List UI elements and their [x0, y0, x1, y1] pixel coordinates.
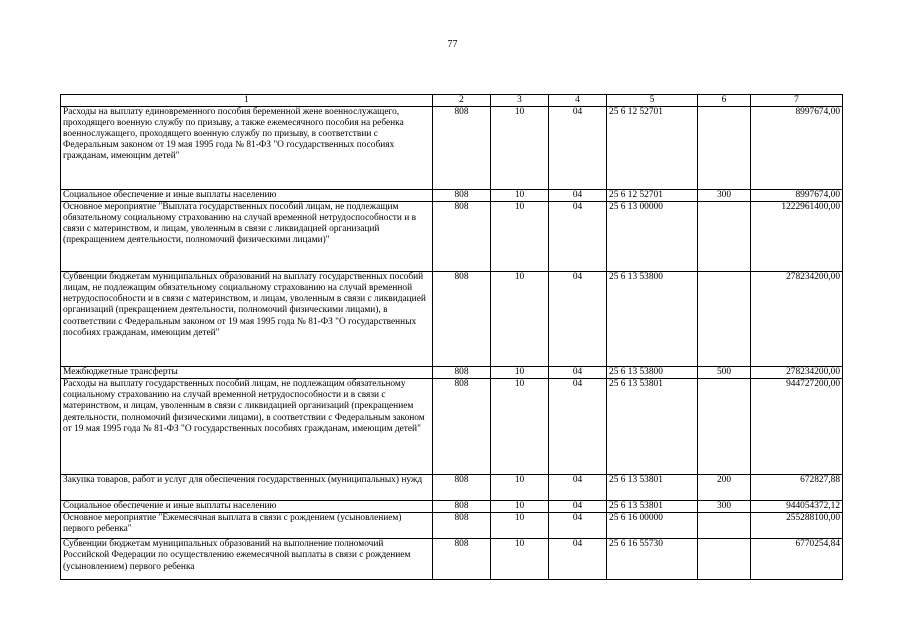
row-name: Расходы на выплату государственных пособий лицам, не подлежащим обязательному социальному страхованию на случай временной нетрудоспособности и в связи с материнством, и лицам, уволенным в связи с ликвидацией организаций (прекращением деятельности, полномочий физическими лицами), в соответствии с Федеральным законом от 19 мая 1995 года № 81-ФЗ "О государственных пособиях гражданам, имеющим детей": [61, 379, 433, 475]
row-subsection-code: 04: [549, 190, 607, 202]
table-row: [61, 107, 843, 190]
row-amount: 1222961400,00: [751, 202, 843, 272]
row-expense-type: 200: [698, 475, 751, 501]
row-section-code: 10: [491, 107, 549, 190]
row-ministry-code: 808: [433, 501, 491, 513]
row-target-code: 25 6 13 53801: [607, 475, 698, 501]
table-row: [61, 501, 843, 513]
page-number: 77: [447, 39, 458, 50]
table-row: [61, 475, 843, 501]
row-name: Межбюджетные трансферты: [61, 367, 433, 379]
table-row: [61, 367, 843, 379]
table-row: [61, 202, 843, 272]
row-amount: 672827,88: [751, 475, 843, 501]
row-expense-type: [698, 379, 751, 475]
row-subsection-code: 04: [549, 379, 607, 475]
row-amount: 8997674,00: [751, 107, 843, 190]
row-ministry-code: 808: [433, 272, 491, 367]
row-section-code: 10: [491, 379, 549, 475]
row-target-code: 25 6 12 52701: [607, 190, 698, 202]
row-ministry-code: 808: [433, 107, 491, 190]
row-name: Закупка товаров, работ и услуг для обеспечения государственных (муниципальных) нужд: [61, 475, 433, 501]
header-col-4: 4: [549, 95, 607, 107]
row-section-code: 10: [491, 539, 549, 580]
row-section-code: 10: [491, 367, 549, 379]
row-section-code: 10: [491, 190, 549, 202]
row-target-code: 25 6 16 00000: [607, 513, 698, 539]
row-subsection-code: 04: [549, 367, 607, 379]
row-amount: 944727200,00: [751, 379, 843, 475]
row-amount: 255288100,00: [751, 513, 843, 539]
header-col-1: 1: [61, 95, 433, 107]
row-subsection-code: 04: [549, 107, 607, 190]
row-subsection-code: 04: [549, 501, 607, 513]
row-ministry-code: 808: [433, 379, 491, 475]
header-col-6: 6: [698, 95, 751, 107]
row-subsection-code: 04: [549, 513, 607, 539]
row-amount: 6770254,84: [751, 539, 843, 580]
row-section-code: 10: [491, 202, 549, 272]
row-expense-type: 300: [698, 501, 751, 513]
row-name: Социальное обеспечение и иные выплаты населению: [61, 190, 433, 202]
row-expense-type: [698, 202, 751, 272]
row-ministry-code: 808: [433, 475, 491, 501]
row-target-code: 25 6 13 00000: [607, 202, 698, 272]
row-name: Основное мероприятие "Ежемесячная выплата в связи с рождением (усыновлением) первого ребенка": [61, 513, 433, 539]
table-row: [61, 272, 843, 367]
row-ministry-code: 808: [433, 513, 491, 539]
row-name: Расходы на выплату единовременного пособия беременной жене военнослужащего, проходящего военную службу по призыву, а также ежемесячного пособия на ребенка военнослужащего, проходящего военную службу по призыву, в соответствии с Федеральным законом от 19 мая 1995 года № 81-ФЗ "О государственных пособиях гражданам, имеющим детей": [61, 107, 433, 190]
row-name: Социальное обеспечение и иные выплаты населению: [61, 501, 433, 513]
row-subsection-code: 04: [549, 202, 607, 272]
row-expense-type: [698, 107, 751, 190]
header-col-2: 2: [433, 95, 491, 107]
header-col-5: 5: [607, 95, 698, 107]
row-subsection-code: 04: [549, 272, 607, 367]
row-expense-type: [698, 513, 751, 539]
table-row: [61, 379, 843, 475]
row-expense-type: [698, 539, 751, 580]
row-ministry-code: 808: [433, 202, 491, 272]
row-section-code: 10: [491, 475, 549, 501]
header-col-3: 3: [491, 95, 549, 107]
row-target-code: 25 6 13 53800: [607, 367, 698, 379]
row-name: Основное мероприятие "Выплата государственных пособий лицам, не подлежащим обязательному социальному страхованию на случай временной нетрудоспособности и в связи с материнством, и лицам, уволенным в связи с ликвидацией организаций (прекращением деятельности, полномочий физическими лицами)": [61, 202, 433, 272]
row-target-code: 25 6 16 55730: [607, 539, 698, 580]
row-name: Субвенции бюджетам муниципальных образований на выполнение полномочий Российской Федерации по осуществлению ежемесячной выплаты в связи с рождением (усыновлением) первого ребенка: [61, 539, 433, 580]
row-amount: 278234200,00: [751, 367, 843, 379]
table-row: [61, 190, 843, 202]
table-header-row: [61, 95, 843, 107]
row-ministry-code: 808: [433, 367, 491, 379]
row-target-code: 25 6 12 52701: [607, 107, 698, 190]
row-amount: 278234200,00: [751, 272, 843, 367]
row-target-code: 25 6 13 53801: [607, 501, 698, 513]
row-subsection-code: 04: [549, 539, 607, 580]
row-expense-type: [698, 272, 751, 367]
budget-table: [60, 94, 843, 580]
row-subsection-code: 04: [549, 475, 607, 501]
row-name: Субвенции бюджетам муниципальных образований на выплату государственных пособий лицам, не подлежащим обязательному социальному страхованию на случай временной нетрудоспособности и в связи с материнством, и лицам, уволенным в связи с ликвидацией организаций (прекращением деятельности, полномочий физическими лицами), в соответствии с Федеральным законом от 19 мая 1995 года № 81-ФЗ "О государственных пособиях гражданам, имеющим детей": [61, 272, 433, 367]
row-expense-type: 500: [698, 367, 751, 379]
row-amount: 8997674,00: [751, 190, 843, 202]
row-amount: 944054372,12: [751, 501, 843, 513]
row-target-code: 25 6 13 53800: [607, 272, 698, 367]
table-row: [61, 539, 843, 580]
row-ministry-code: 808: [433, 190, 491, 202]
table-row: [61, 513, 843, 539]
row-expense-type: 300: [698, 190, 751, 202]
row-section-code: 10: [491, 513, 549, 539]
row-section-code: 10: [491, 272, 549, 367]
row-target-code: 25 6 13 53801: [607, 379, 698, 475]
header-col-7: 7: [751, 95, 843, 107]
row-ministry-code: 808: [433, 539, 491, 580]
row-section-code: 10: [491, 501, 549, 513]
